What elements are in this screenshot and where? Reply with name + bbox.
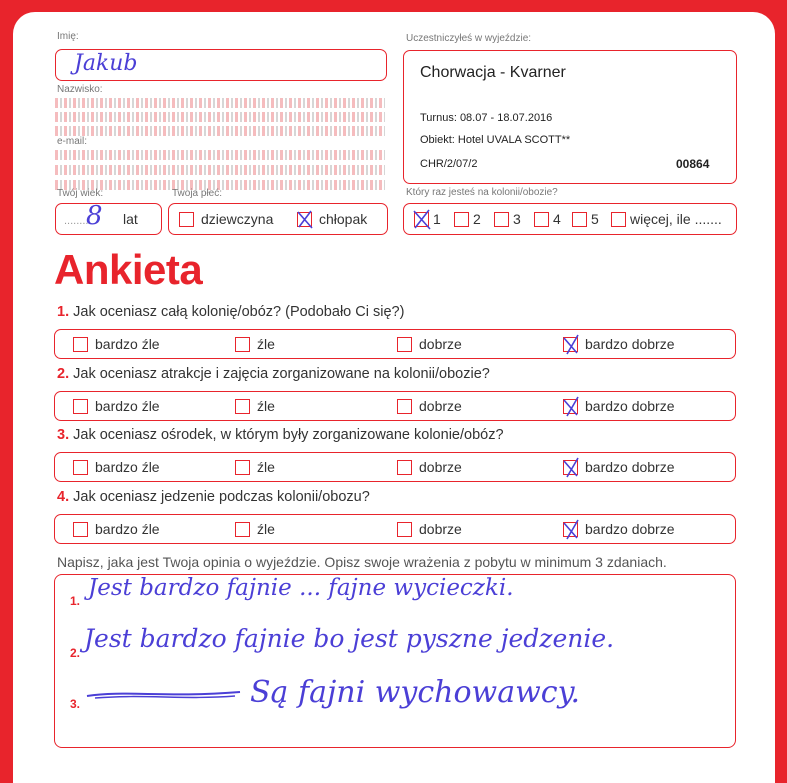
question-text: Jak oceniasz atrakcje i zajęcia zorganizowane na kolonii/obozie? (73, 366, 490, 382)
question-text: Jak oceniasz jedzenie podczas kolonii/obozu? (73, 489, 370, 505)
age-unit: lat (123, 211, 138, 227)
attendance-option-4[interactable]: 4 (534, 211, 561, 227)
question-number: 2. (57, 366, 70, 382)
rating-option-label: bardzo źle (95, 521, 160, 537)
rating-option[interactable] (73, 336, 160, 352)
checkbox[interactable] (179, 212, 194, 227)
rating-option-label: źle (257, 459, 275, 475)
checkbox[interactable] (73, 522, 88, 537)
trip-box (403, 50, 737, 184)
opinion-prompt: Napisz, jaka jest Twoja opinia o wyjeździe. Opisz swoje wrażenia z pobytu w minimum 3 zdaniach. (57, 554, 667, 570)
trip-turnus: Turnus: 08.07 - 18.07.2016 (420, 112, 553, 124)
rating-option[interactable] (563, 336, 675, 352)
attendance-field (403, 203, 737, 235)
question-number: 3. (57, 427, 70, 443)
email-redacted-2 (55, 165, 385, 175)
x-mark-icon (295, 209, 315, 231)
rating-option[interactable] (563, 521, 675, 537)
rating-option-label: bardzo dobrze (585, 336, 675, 352)
rating-option-label: bardzo źle (95, 459, 160, 475)
opinion-line-number: 2. (70, 646, 81, 660)
gender-option-female[interactable]: dziewczyna (179, 211, 273, 227)
rating-option[interactable] (397, 336, 462, 352)
question-1-title (57, 304, 404, 320)
x-mark-icon (412, 209, 432, 231)
age-field[interactable]: ........ 8 lat (55, 203, 162, 235)
question-1-options (54, 329, 736, 359)
x-mark-icon (561, 457, 581, 479)
question-2-title (57, 366, 490, 382)
opinion-line-3: Są fajni wychowawcy. (250, 675, 581, 710)
checkbox[interactable] (494, 212, 509, 227)
question-2-options (54, 391, 736, 421)
rating-option[interactable] (563, 398, 675, 414)
opinion-line-2: Jest bardzo fajnie bo jest pyszne jedzenie. (84, 624, 615, 653)
name-field[interactable] (55, 49, 387, 81)
surname-redacted-2 (55, 112, 385, 122)
rating-option-label: źle (257, 398, 275, 414)
rating-option[interactable] (397, 459, 462, 475)
rating-option[interactable] (235, 336, 275, 352)
checkbox[interactable] (611, 212, 626, 227)
attendance-option-5[interactable]: 5 (572, 211, 599, 227)
x-mark-icon (561, 519, 581, 541)
checkbox[interactable] (73, 337, 88, 352)
name-label: Imię: (57, 31, 79, 42)
attendance-option-2[interactable]: 2 (454, 211, 481, 227)
rating-option-label: dobrze (419, 521, 462, 537)
checkbox[interactable] (235, 399, 250, 414)
question-number: 1. (57, 304, 70, 320)
checkbox[interactable] (235, 460, 250, 475)
age-label: Twój wiek: (57, 188, 104, 199)
email-redacted (55, 150, 385, 160)
rating-option[interactable] (73, 459, 160, 475)
surname-redacted (55, 98, 385, 108)
gender-option-male[interactable]: chłopak (297, 211, 367, 227)
rating-option-label: bardzo dobrze (585, 521, 675, 537)
rating-option[interactable] (563, 459, 675, 475)
attendance-option-3[interactable]: 3 (494, 211, 521, 227)
checkbox[interactable] (235, 522, 250, 537)
attendance-option-1[interactable]: 1 (414, 211, 441, 227)
x-mark-icon (561, 396, 581, 418)
rating-option-label: bardzo źle (95, 336, 160, 352)
rating-option-label: bardzo źle (95, 398, 160, 414)
checkbox[interactable] (454, 212, 469, 227)
attendance-option-more[interactable]: więcej, ile ....... (611, 211, 722, 227)
rating-option[interactable] (235, 398, 275, 414)
opinion-line-1: Jest bardzo fajnie ... fajne wycieczki. (88, 575, 514, 601)
checkbox-checked[interactable] (414, 212, 429, 227)
strikethrough-icon (85, 684, 245, 704)
checkbox[interactable] (73, 399, 88, 414)
opinion-line-number: 1. (70, 594, 81, 608)
survey-title: Ankieta (54, 246, 203, 293)
rating-option-label: bardzo dobrze (585, 398, 675, 414)
rating-option-label: źle (257, 521, 275, 537)
question-3-title (57, 427, 504, 443)
age-value: 8 (86, 201, 103, 231)
checkbox[interactable] (397, 460, 412, 475)
rating-option-label: dobrze (419, 336, 462, 352)
question-number: 4. (57, 489, 70, 505)
checkbox-checked[interactable] (297, 212, 312, 227)
name-value: Jakub (74, 51, 138, 76)
attendance-label: Który raz jesteś na kolonii/obozie? (406, 187, 558, 198)
checkbox[interactable] (534, 212, 549, 227)
rating-option-label: źle (257, 336, 275, 352)
question-text: Jak oceniasz ośrodek, w którym były zorganizowane kolonie/obóz? (73, 427, 504, 443)
trip-label: Uczestniczyłeś w wyjeździe: (406, 33, 532, 44)
checkbox-checked[interactable] (563, 399, 578, 414)
checkbox-checked[interactable] (563, 522, 578, 537)
email-label: e-mail: (57, 136, 88, 147)
rating-option[interactable] (397, 521, 462, 537)
surname-redacted-3 (55, 126, 385, 136)
trip-obiekt: Obiekt: Hotel UVALA SCOTT** (420, 134, 571, 146)
checkbox-checked[interactable] (563, 337, 578, 352)
checkbox[interactable] (73, 460, 88, 475)
surname-label: Nazwisko: (57, 84, 103, 95)
rating-option-label: dobrze (419, 398, 462, 414)
checkbox[interactable] (235, 337, 250, 352)
rating-option[interactable] (73, 398, 160, 414)
gender-label: Twoja płeć: (172, 188, 223, 199)
checkbox[interactable] (397, 522, 412, 537)
checkbox[interactable] (397, 399, 412, 414)
trip-number: 00864 (676, 157, 710, 171)
rating-option-label: bardzo dobrze (585, 459, 675, 475)
question-4-title (57, 489, 370, 505)
trip-destination: Chorwacja - Kvarner (420, 64, 566, 81)
rating-option[interactable] (73, 521, 160, 537)
rating-option[interactable] (235, 521, 275, 537)
opinion-line-number: 3. (70, 697, 81, 711)
gender-field (168, 203, 388, 235)
checkbox-checked[interactable] (563, 460, 578, 475)
checkbox[interactable] (397, 337, 412, 352)
checkbox[interactable] (572, 212, 587, 227)
rating-option[interactable] (397, 398, 462, 414)
x-mark-icon (561, 334, 581, 356)
rating-option-label: dobrze (419, 459, 462, 475)
trip-code: CHR/2/07/2 (420, 158, 478, 170)
question-text: Jak oceniasz całą kolonię/obóz? (Podobało Ci się?) (73, 304, 405, 320)
question-3-options (54, 452, 736, 482)
rating-option[interactable] (235, 459, 275, 475)
question-4-options (54, 514, 736, 544)
